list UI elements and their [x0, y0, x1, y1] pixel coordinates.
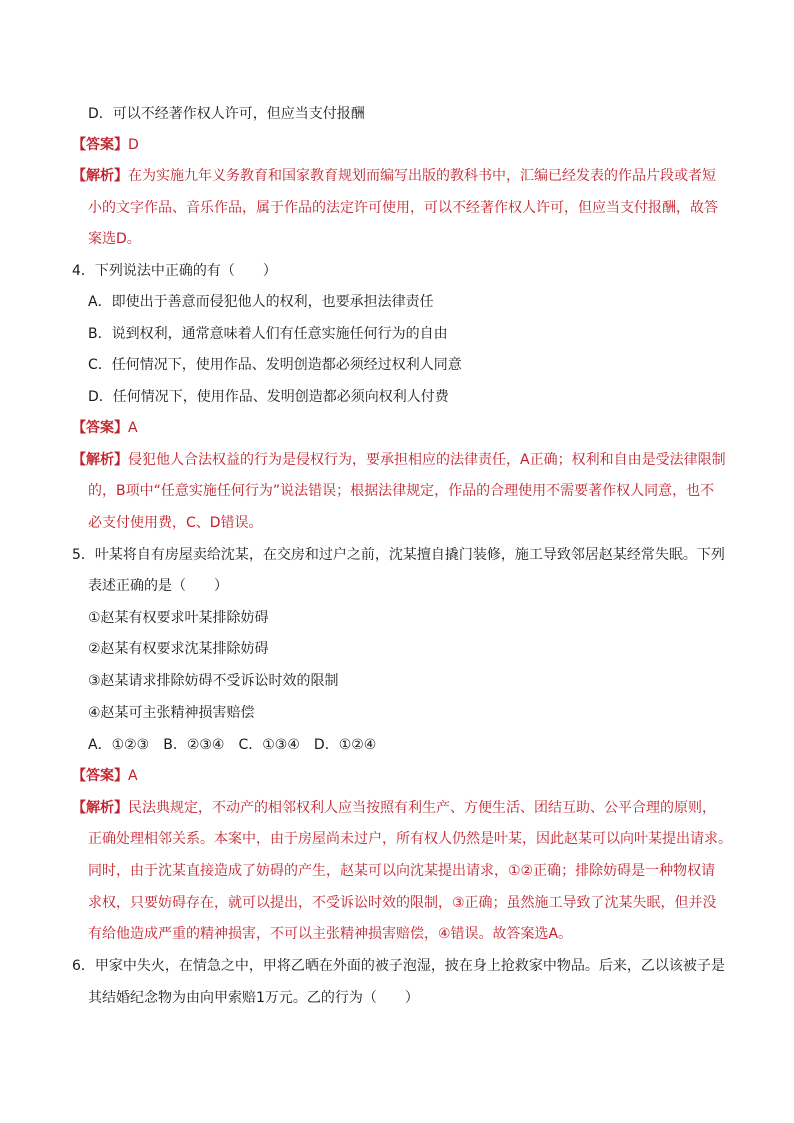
- q5-analysis-line-2: 正确处理相邻关系。本案中，由于房屋尚未过户，所有权人仍然是叶某，因此赵某可以向叶某提出请求。: [88, 831, 732, 847]
- q5-analysis-line-4: 求权，只要妨碍存在，就可以提出，不受诉讼时效的限制，③正确；虽然施工导致了沈某失眠，但并没: [88, 895, 717, 911]
- answer-value: A: [128, 420, 138, 436]
- answer-tag: 【答案】: [72, 768, 128, 784]
- q3-analysis-line-3: 案选D。: [88, 231, 141, 247]
- q4-option-b: B．说到权利，通常意味着人们有任意实施任何行为的自由: [88, 326, 448, 342]
- q5-answer: [72, 766, 138, 786]
- q3-answer: [72, 135, 139, 155]
- analysis-tag: 【解析】: [72, 168, 128, 184]
- analysis-text: 在为实施九年义务教育和国家教育规划而编写出版的教科书中，汇编已经发表的作品片段或者短: [128, 168, 716, 184]
- analysis-text: 侵犯他人合法权益的行为是侵权行为，要承担相应的法律责任，A正确；权利和自由是受法律限制: [128, 452, 726, 468]
- answer-tag: 【答案】: [72, 420, 128, 436]
- answer-value: A: [128, 768, 138, 784]
- q4-option-a: A．即使出于善意而侵犯他人的权利，也要承担法律责任: [88, 294, 434, 310]
- q5-stem-line-1: 5．叶某将自有房屋卖给沈某，在交房和过户之前，沈某擅自撬门装修，施工导致邻居赵某经常失眠。下列: [72, 547, 725, 563]
- q4-answer: [72, 418, 138, 438]
- analysis-tag: 【解析】: [72, 452, 128, 468]
- q5-stem-line-2: 表述正确的是（ ）: [88, 578, 228, 594]
- answer-value: D: [128, 137, 139, 153]
- q5-analysis-line-3: 同时，由于沈某直接造成了妨碍的产生，赵某可以向沈某提出请求，①②正确；排除妨碍是一种物权请: [88, 863, 716, 879]
- q4-option-c: C．任何情况下，使用作品、发明创造都必须经过权利人同意: [88, 357, 462, 373]
- q3-analysis-line-1: [72, 166, 716, 186]
- q4-option-d: D．任何情况下，使用作品、发明创造都必须向权利人付费: [88, 389, 449, 405]
- q5-statement-1: ①赵某有权要求叶某排除妨碍: [88, 610, 269, 626]
- q4-analysis-line-2: 的，B项中“任意实施任何行为”说法错误；根据法律规定，作品的合理使用不需要著作权人同意，也不: [88, 483, 715, 499]
- analysis-tag: 【解析】: [72, 800, 128, 816]
- q6-stem-line-1: 6．甲家中失火，在情急之中，甲将乙晒在外面的被子泡湿，披在身上抢救家中物品。后来，乙以该被子是: [72, 958, 725, 974]
- q4-analysis-line-1: [72, 450, 726, 470]
- analysis-text: 民法典规定，不动产的相邻权利人应当按照有利生产、方便生活、团结互助、公平合理的原则，: [128, 800, 716, 816]
- q4-analysis-line-3: 必支付使用费，C、D错误。: [88, 515, 263, 531]
- q4-stem: 4．下列说法中正确的有（ ）: [72, 263, 277, 279]
- q6-stem-line-2: 其结婚纪念物为由向甲索赔1万元。乙的行为（ ）: [88, 990, 419, 1006]
- q3-analysis-line-2: 小的文字作品、音乐作品，属于作品的法定许可使用，可以不经著作权人许可，但应当支付报酬，故答: [88, 200, 718, 216]
- q5-statement-4: ④赵某可主张精神损害赔偿: [88, 705, 255, 721]
- answer-tag: 【答案】: [72, 137, 128, 153]
- q5-options: A．①②③ B．②③④ C．①③④ D．①②④: [88, 737, 377, 753]
- q5-analysis-line-5: 有给他造成严重的精神损害，不可以主张精神损害赔偿，④错误。故答案选A。: [88, 926, 573, 942]
- q5-statement-2: ②赵某有权要求沈某排除妨碍: [88, 641, 269, 657]
- q5-analysis-line-1: [72, 798, 716, 818]
- q5-statement-3: ③赵某请求排除妨碍不受诉讼时效的限制: [88, 673, 339, 689]
- q3-option-d: D．可以不经著作权人许可，但应当支付报酬: [88, 106, 365, 122]
